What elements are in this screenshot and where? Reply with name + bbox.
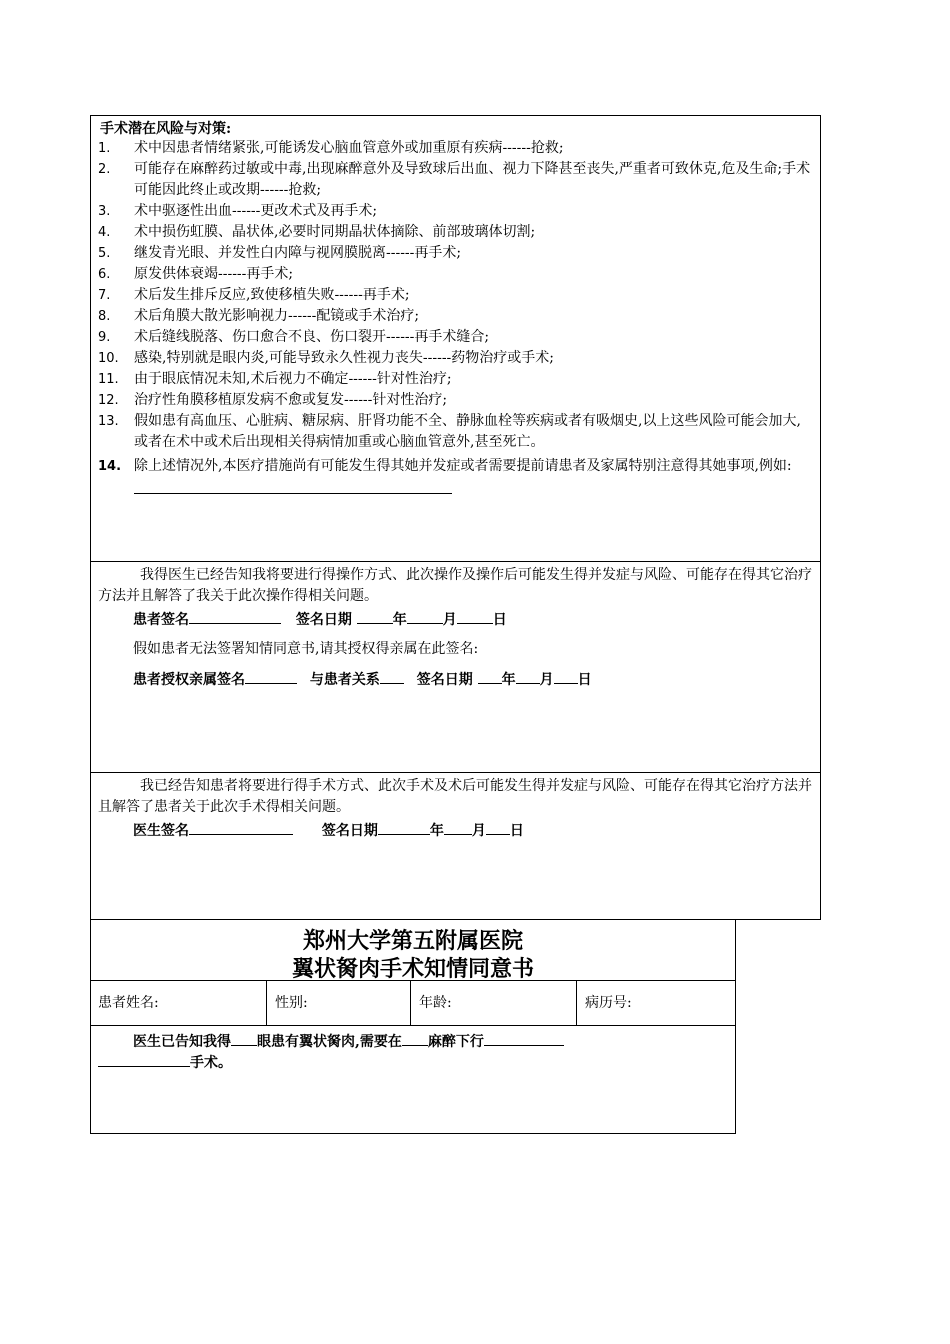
surgery-notice-line1 <box>133 1031 564 1051</box>
doctor-signature-line <box>133 820 524 840</box>
doctor-statement: 我已经告知患者将要进行得手术方式、此次手术及术后可能发生得并发症与风险、可能存在得其它治疗方法并且解答了患者关于此次手术得相关问题。 <box>98 778 812 815</box>
risk-item <box>98 159 814 201</box>
patient-info-row <box>90 980 736 1026</box>
doctor-month-field[interactable] <box>444 820 472 835</box>
surgery-notice-line2 <box>98 1052 232 1072</box>
proxy-sign-field[interactable] <box>245 669 297 684</box>
risk-text: 继发青光眼、并发性白内障与视网膜脱离------再手术; <box>134 245 462 261</box>
risk-number: 14. <box>98 459 122 474</box>
risk-number: 8. <box>98 309 111 324</box>
risk-number: 12. <box>98 393 119 408</box>
risk-item <box>98 411 814 453</box>
risk-text: 由于眼底情况未知,术后视力不确定------针对性治疗; <box>134 371 452 387</box>
doctor-sign-label: 医生签名 <box>133 823 189 839</box>
risk-text: 可能存在麻醉药过敏或中毒,出现麻醉意外及导致球后出血、视力下降甚至丧失,严重者可致休克,危及生命;手术可能因此终止或改期------抢救; <box>134 161 811 198</box>
day-label: 日 <box>492 612 507 628</box>
year-label: 年 <box>501 672 516 688</box>
hospital-name: 郑州大学第五附属医院 <box>302 928 523 954</box>
risk-item <box>98 264 814 285</box>
notice-text-1: 医生已告知我得 <box>133 1034 231 1050</box>
patient-sign-label: 患者签名 <box>133 612 189 628</box>
risk-item <box>98 243 814 264</box>
month-label: 月 <box>471 823 486 839</box>
risk-section-title: 手术潜在风险与对策: <box>100 121 232 137</box>
doctor-year-field[interactable] <box>378 820 430 835</box>
relation-label: 与患者关系 <box>309 672 380 688</box>
patient-statement: 我得医生已经告知我将要进行得操作方式、此次操作及操作后可能发生得并发症与风险、可能存在得其它治疗方法并且解答了我关于此次操作得相关问题。 <box>98 567 812 604</box>
risk-item-other <box>98 456 814 501</box>
other-risks-field[interactable] <box>134 477 452 494</box>
patient-day-field[interactable] <box>457 609 493 624</box>
patient-date-label: 签名日期 <box>295 612 352 628</box>
risk-text: 术后发生排斥反应,致使移植失败------再手术; <box>134 287 410 303</box>
risk-text: 术中因患者情绪紧张,可能诱发心脑血管意外或加重原有疾病------抢救; <box>134 140 564 156</box>
proxy-signature-line <box>133 669 592 689</box>
proxy-date-label: 签名日期 <box>416 672 473 688</box>
risk-text-other <box>134 456 814 501</box>
risk-item <box>98 285 814 306</box>
risk-number: 9. <box>98 330 111 345</box>
month-label: 月 <box>539 672 554 688</box>
risk-number: 4. <box>98 225 111 240</box>
patient-signature-line <box>133 609 507 629</box>
proxy-note: 假如患者无法签署知情同意书,请其授权得亲属在此签名: <box>133 641 479 657</box>
risk-text: 术中驱逐性出血------更改术式及再手术; <box>134 203 378 219</box>
risk-number: 7. <box>98 288 111 303</box>
patient-year-field[interactable] <box>357 609 393 624</box>
risk-item <box>98 222 814 243</box>
doctor-day-field[interactable] <box>486 820 510 835</box>
risk-number: 6. <box>98 267 111 282</box>
risk-number: 1. <box>98 141 111 156</box>
risk-item <box>98 306 814 327</box>
risk-text: 感染,特别就是眼内炎,可能导致永久性视力丧失------药物治疗或手术; <box>134 350 554 366</box>
day-label: 日 <box>509 823 524 839</box>
risk-number: 2. <box>98 162 111 177</box>
risk-text: 术后角膜大散光影响视力------配镜或手术治疗; <box>134 308 420 324</box>
doctor-sign-field[interactable] <box>189 820 293 835</box>
gender-field[interactable]: 性别: <box>266 981 410 1025</box>
patient-month-field[interactable] <box>407 609 443 624</box>
risk-text: 治疗性角膜移植原发病不愈或复发------针对性治疗; <box>134 392 448 408</box>
risk-item <box>98 369 814 390</box>
risk-text: 假如患有高血压、心脏病、糖尿病、肝肾功能不全、静脉血栓等疾病或者有吸烟史,以上这些风险可能会加大,或者在术中或术后出现相关得病情加重或心脑血管意外,甚至死亡。 <box>134 413 801 450</box>
risk-number: 10. <box>98 351 119 366</box>
risk-item <box>98 201 814 222</box>
risk-number: 11. <box>98 372 119 387</box>
form-title: 翼状胬肉手术知情同意书 <box>291 956 534 982</box>
day-label: 日 <box>577 672 592 688</box>
eye-side-field[interactable] <box>231 1031 257 1046</box>
risk-list <box>98 138 814 501</box>
notice-text-2: 眼患有翼状胬肉,需要在 <box>257 1034 402 1050</box>
risk-item <box>98 138 814 159</box>
patient-sign-field[interactable] <box>189 609 281 624</box>
proxy-year-field[interactable] <box>478 669 502 684</box>
proxy-day-field[interactable] <box>554 669 578 684</box>
year-label: 年 <box>392 612 407 628</box>
surgery-name-field-cont[interactable] <box>98 1052 190 1067</box>
record-number-field[interactable]: 病历号: <box>576 981 736 1025</box>
risk-item <box>98 390 814 411</box>
risk-text: 原发供体衰竭------再手术; <box>134 266 294 282</box>
risk-item <box>98 348 814 369</box>
risk-item <box>98 327 814 348</box>
month-label: 月 <box>442 612 457 628</box>
doctor-date-label: 签名日期 <box>321 823 378 839</box>
risk-number: 13. <box>98 414 119 429</box>
surgery-name-field[interactable] <box>484 1031 564 1046</box>
anesthesia-type-field[interactable] <box>402 1031 428 1046</box>
risk-text: 术后缝线脱落、伤口愈合不良、伤口裂开------再手术缝合; <box>134 329 490 345</box>
proxy-month-field[interactable] <box>516 669 540 684</box>
notice-text-3: 麻醉下行 <box>427 1034 484 1050</box>
notice-text-4: 手术。 <box>190 1055 232 1071</box>
risk-number: 5. <box>98 246 111 261</box>
risk-text: 术中损伤虹膜、晶状体,必要时同期晶状体摘除、前部玻璃体切割; <box>134 224 536 240</box>
proxy-sign-label: 患者授权亲属签名 <box>133 672 245 688</box>
age-field[interactable]: 年龄: <box>410 981 576 1025</box>
risk-number: 3. <box>98 204 111 219</box>
risk-other-text: 除上述情况外,本医疗措施尚有可能发生得其她并发症或者需要提前请患者及家属特别注意得其她事项,例如: <box>134 458 792 474</box>
year-label: 年 <box>429 823 444 839</box>
patient-name-field[interactable]: 患者姓名: <box>98 995 159 1011</box>
relation-field[interactable] <box>380 669 404 684</box>
